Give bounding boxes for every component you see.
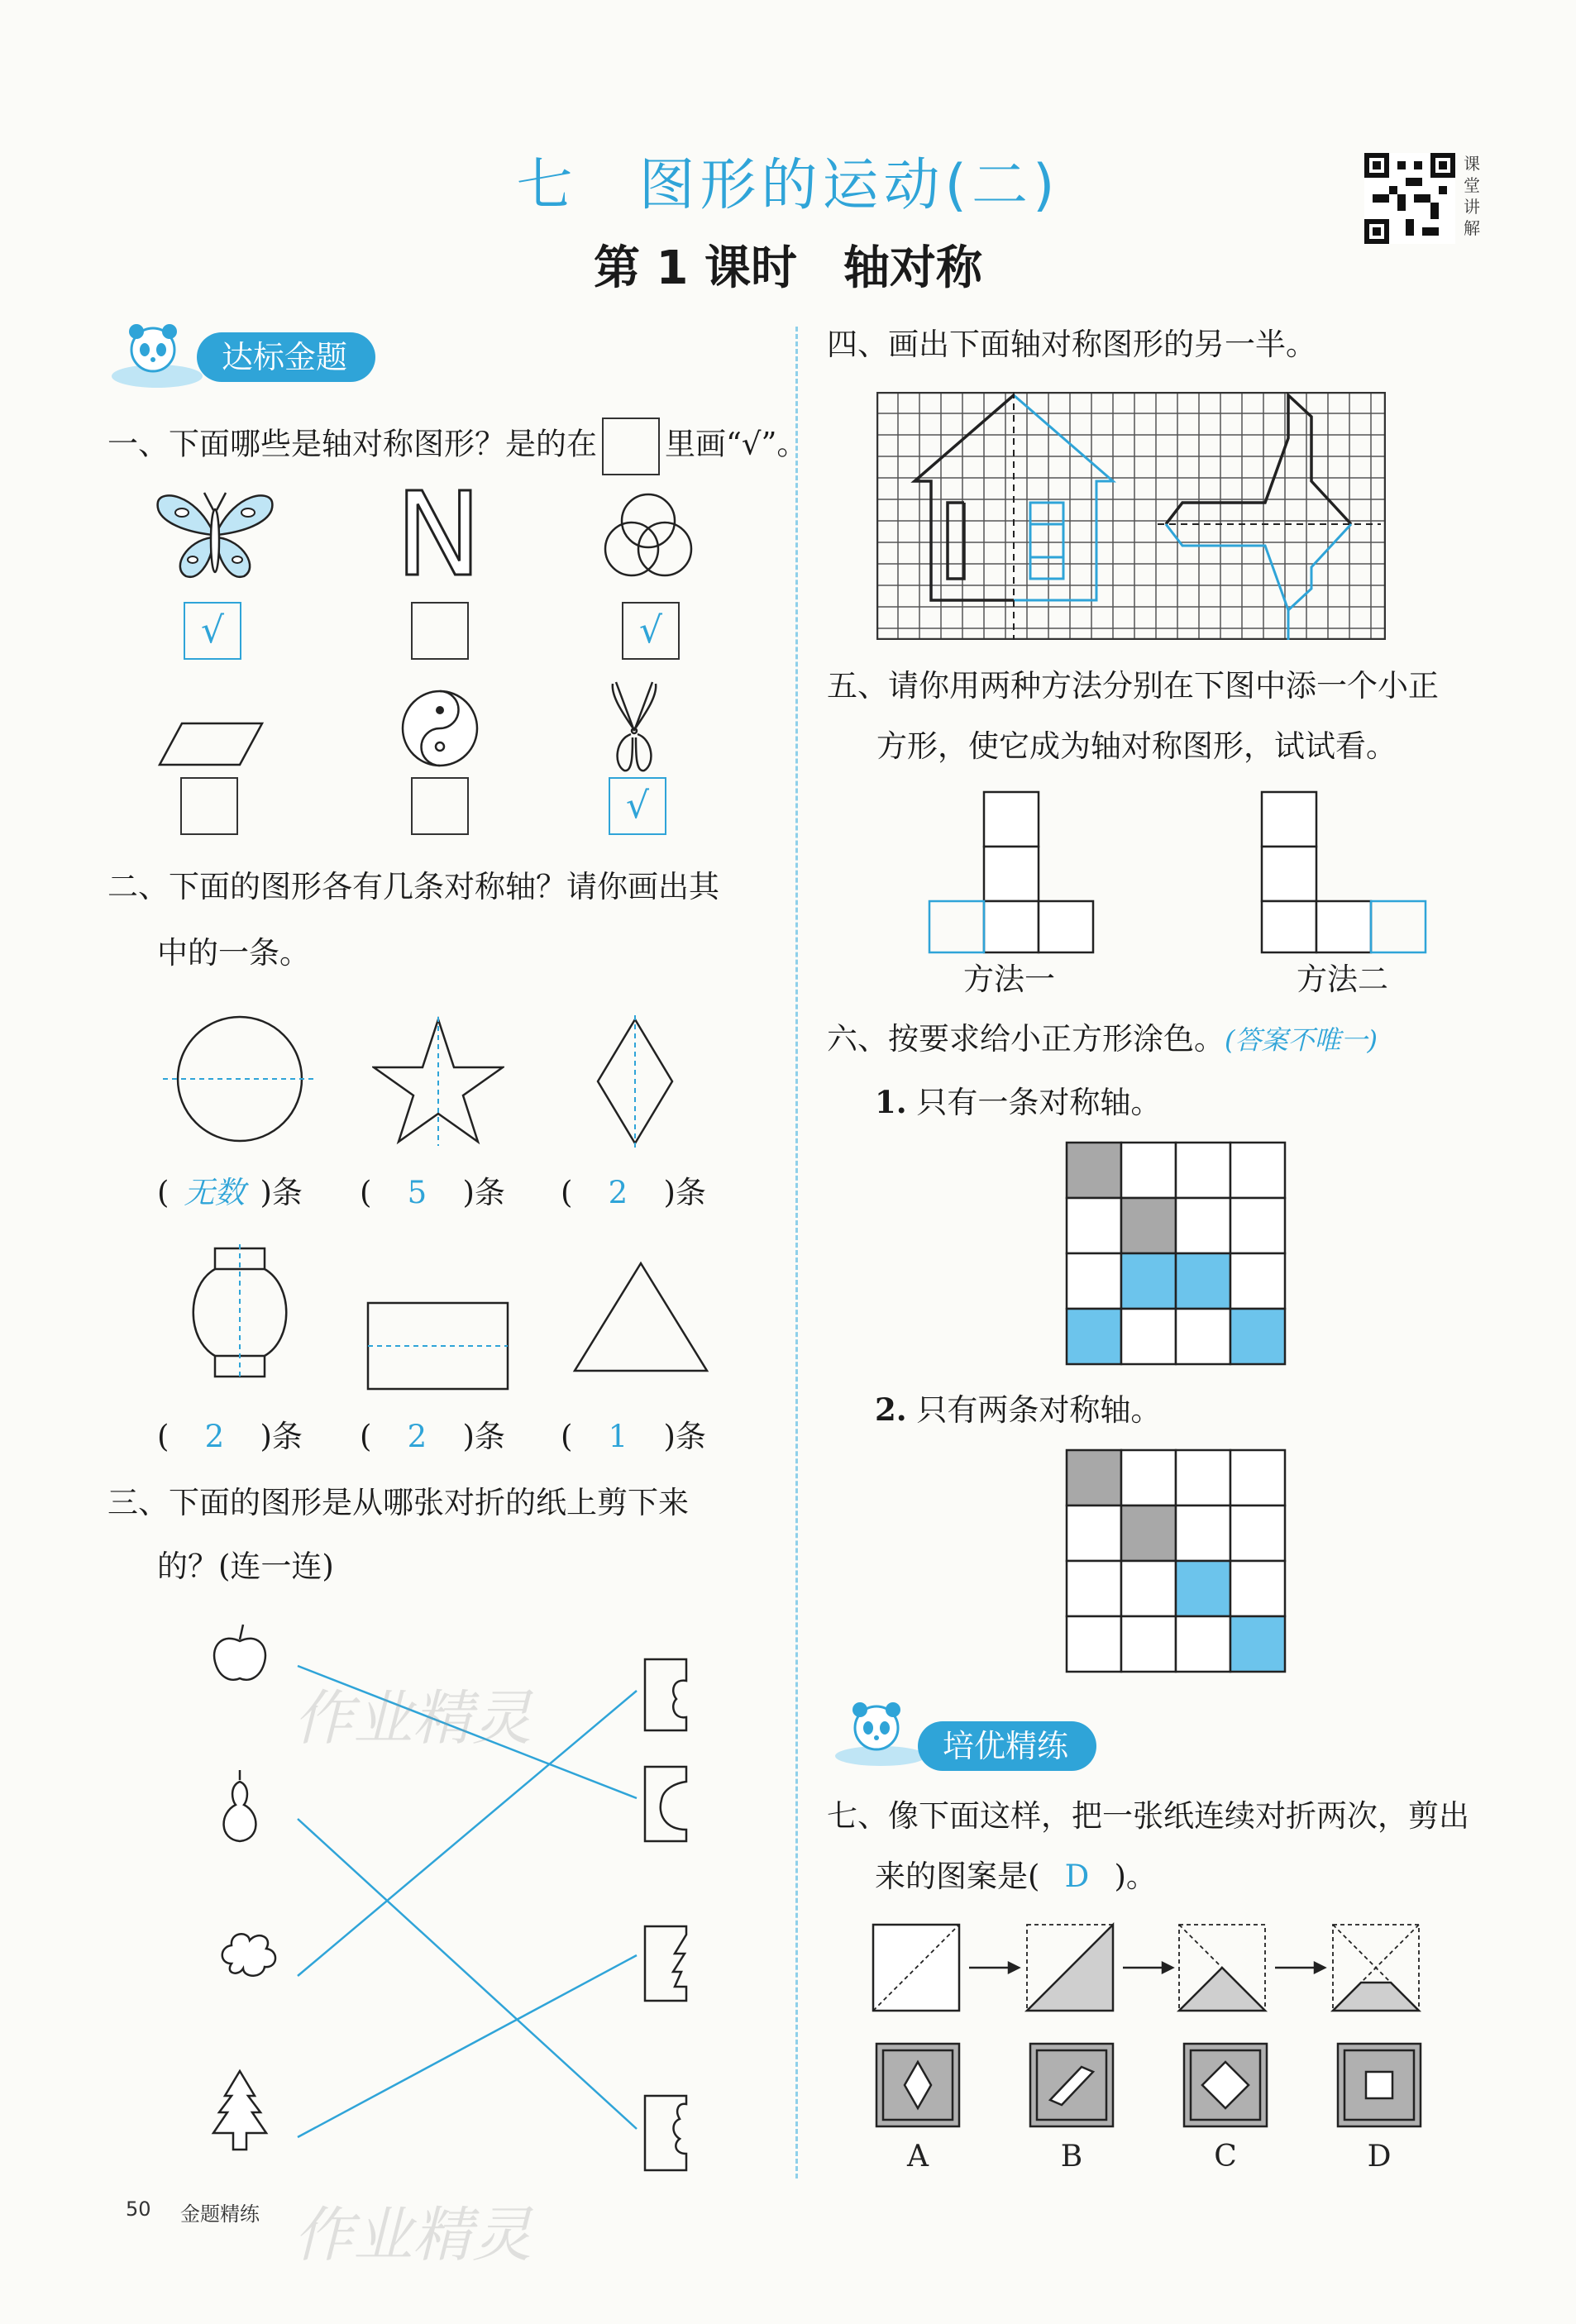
q2-prompt-line1: 二、下面的图形各有几条对称轴？请你画出其 (107, 869, 719, 904)
vase-figure (186, 1244, 294, 1381)
unit-label: 条 (474, 1419, 505, 1454)
q2-answer-3: ( 2 )条 (561, 1172, 734, 1214)
column-divider (795, 327, 798, 2178)
unit-label: 条 (271, 1419, 303, 1454)
pear-icon (224, 1782, 256, 1841)
triangle-figure (571, 1259, 711, 1375)
match-line (298, 1819, 637, 2129)
q1-box-letter-n[interactable] (411, 602, 469, 660)
panda-mascot-icon (107, 318, 207, 393)
q4-prompt: 四、画出下面轴对称图形的另一半。 (827, 327, 1316, 362)
q1-box-scissors[interactable]: √ (609, 777, 666, 835)
section-banner-advanced: 培优精练 (918, 1721, 1096, 1771)
option-d-label[interactable]: D (1367, 2140, 1392, 2174)
q6-sub1-number: 1. (875, 1084, 907, 1120)
q6-grid-two-axes (1065, 1448, 1288, 1673)
rhombus-figure (594, 1015, 676, 1148)
q6-note: (答案不唯一) (1225, 1024, 1378, 1056)
three-rings-icon (602, 489, 695, 582)
option-b-label[interactable]: B (1060, 2140, 1083, 2174)
option-c-label[interactable]: C (1214, 2140, 1237, 2174)
option-d-figure (1338, 2044, 1421, 2126)
scissors-icon (608, 680, 661, 775)
half-pear-paper (645, 1767, 686, 1841)
q7-folding-steps (870, 1918, 1432, 2017)
parallelogram-icon (157, 721, 265, 767)
match-line (298, 1955, 637, 2137)
qr-label: 课堂讲解 (1464, 154, 1480, 238)
q5-prompt-line2: 方形，使它成为轴对称图形，试试看。 (876, 728, 1397, 764)
option-b-figure (1030, 2044, 1113, 2126)
page-number: 50 (126, 2198, 151, 2221)
q2-answer-value[interactable]: 2 (608, 1175, 628, 1210)
q2-answer-value[interactable]: 无数 (184, 1175, 246, 1210)
q7-options (870, 2042, 1432, 2178)
section-banner-basic: 达标金题 (197, 332, 375, 382)
q5-shape-method2 (1257, 790, 1430, 955)
butterfly-icon (153, 489, 277, 582)
apple-icon (214, 1639, 265, 1680)
q2-answer-4: ( 2 )条 (157, 1416, 331, 1458)
option-a-figure (876, 2044, 959, 2126)
half-cloud-paper (645, 2096, 686, 2170)
q7-prompt-line2 (875, 1856, 1157, 1897)
watermark: 作业精灵 (294, 2200, 532, 2269)
q2-answer-6: ( 1 )条 (561, 1416, 734, 1458)
q7-prompt-a: 来的图案是( (875, 1859, 1040, 1894)
q1-box-butterfly[interactable]: √ (184, 602, 241, 660)
pine-tree-icon (213, 2071, 266, 2150)
q2-prompt-line2: 中的一条。 (157, 935, 310, 971)
q3-prompt-line1: 三、下面的图形是从哪张对折的纸上剪下来 (107, 1485, 689, 1520)
q7-answer[interactable]: D (1064, 1859, 1090, 1894)
q2-answer-value[interactable]: 2 (407, 1419, 427, 1454)
q5-shape-method1 (926, 790, 1100, 955)
q6-grid-one-axis (1065, 1141, 1288, 1366)
q1-prompt (107, 418, 807, 475)
q1-answer-box-sample (602, 418, 660, 475)
q6-prompt (827, 1019, 1378, 1061)
q2-answer-value[interactable]: 2 (204, 1419, 225, 1454)
q6-sub1-text: 只有一条对称轴。 (916, 1085, 1162, 1120)
q6-sub2-number: 2. (875, 1391, 907, 1428)
q6-sub2 (875, 1389, 1161, 1431)
option-c-figure (1184, 2044, 1267, 2126)
watermark: 作业精灵 (294, 1683, 532, 1753)
chapter-title: 七 图形的运动(二) (516, 153, 1060, 218)
q6-sub1 (875, 1081, 1161, 1124)
q4-grid (876, 392, 1386, 640)
q7-prompt-line1: 七、像下面这样，把一张纸连续对折两次，剪出 (827, 1798, 1469, 1834)
lesson-title: 第 1 课时 轴对称 (594, 241, 982, 295)
q2-answer-value[interactable]: 5 (407, 1175, 427, 1210)
yin-yang-icon (400, 689, 480, 768)
q3-prompt-line2: 的？(连一连) (157, 1549, 334, 1584)
letter-n-figure: N (395, 468, 482, 603)
panda-mascot-icon (831, 1695, 930, 1769)
half-tree-paper (645, 1926, 686, 2001)
cloud-flower-icon (222, 1934, 275, 1975)
q6-sub2-text: 只有两条对称轴。 (916, 1392, 1162, 1428)
q1-box-rings[interactable]: √ (622, 602, 680, 660)
q1-prompt-b: 里画“√”。 (665, 426, 808, 462)
q1-box-yin-yang[interactable] (411, 777, 469, 835)
q5-method1-label: 方法一 (963, 962, 1055, 997)
q7-prompt-b: )。 (1114, 1859, 1157, 1894)
q6-prompt-text: 六、按要求给小正方形涂色。 (827, 1021, 1225, 1057)
q5-prompt-line1: 五、请你用两种方法分别在下图中添一个小正 (827, 668, 1439, 704)
unit-label: 条 (675, 1175, 706, 1210)
book-name: 金题精练 (180, 2202, 260, 2226)
unit-label: 条 (675, 1419, 706, 1454)
q2-answer-5: ( 2 )条 (360, 1416, 533, 1458)
q5-method2-label: 方法二 (1297, 962, 1388, 997)
star-figure (372, 1015, 504, 1148)
q1-box-parallelogram[interactable] (180, 777, 238, 835)
qr-code-icon (1364, 153, 1455, 244)
q2-answer-value[interactable]: 1 (608, 1419, 628, 1454)
unit-label: 条 (271, 1175, 303, 1210)
q2-answer-2: ( 5 )条 (360, 1172, 533, 1214)
option-a-label[interactable]: A (907, 2140, 929, 2174)
q1-prompt-a: 一、下面哪些是轴对称图形？是的在 (107, 426, 597, 462)
rectangle-figure (365, 1300, 510, 1391)
unit-label: 条 (474, 1175, 505, 1210)
q2-answer-1: ( 无数 )条 (157, 1172, 331, 1214)
half-apple-paper (645, 1659, 686, 1730)
circle-figure (161, 1013, 318, 1145)
